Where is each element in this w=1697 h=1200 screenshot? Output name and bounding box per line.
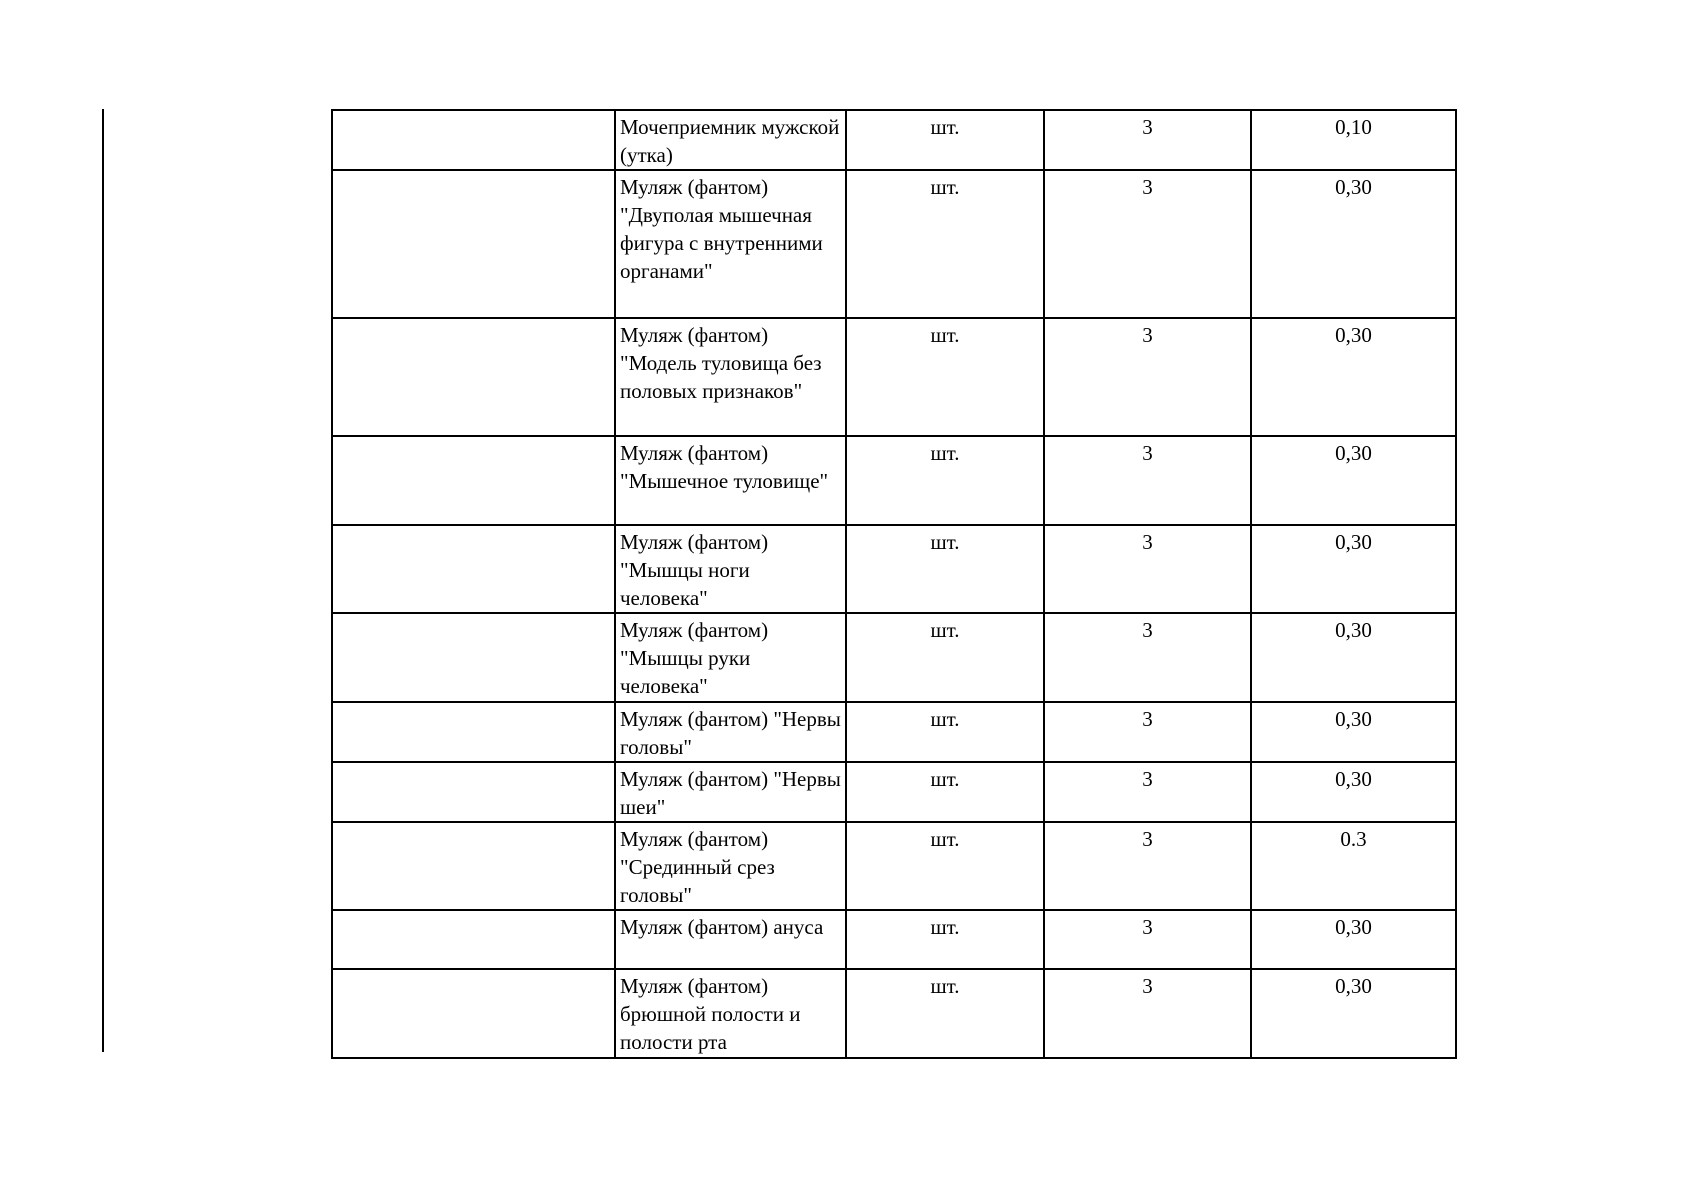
quantity-cell: 3	[1044, 822, 1251, 910]
row-number-cell	[332, 170, 615, 318]
row-number-cell	[332, 110, 615, 170]
table-row	[332, 702, 1456, 762]
equipment-table	[331, 109, 1457, 1059]
unit-cell: шт.	[846, 613, 1044, 702]
row-number-cell	[332, 822, 615, 910]
unit-cell: шт.	[846, 822, 1044, 910]
quantity-cell: 3	[1044, 436, 1251, 525]
norm-cell: 0,30	[1251, 436, 1456, 525]
norm-cell: 0,30	[1251, 969, 1456, 1058]
norm-cell: 0,30	[1251, 702, 1456, 762]
norm-cell: 0,30	[1251, 762, 1456, 822]
row-number-cell	[332, 525, 615, 613]
unit-cell: шт.	[846, 910, 1044, 969]
unit-cell: шт.	[846, 762, 1044, 822]
row-number-cell	[332, 969, 615, 1058]
item-name-cell: Муляж (фантом) "Модель туловища без половых признаков"	[615, 318, 846, 436]
quantity-cell: 3	[1044, 969, 1251, 1058]
unit-cell: шт.	[846, 110, 1044, 170]
item-name-cell: Муляж (фантом) "Мышцы ноги человека"	[615, 525, 846, 613]
norm-cell: 0,10	[1251, 110, 1456, 170]
table-row	[332, 822, 1456, 910]
quantity-cell: 3	[1044, 702, 1251, 762]
unit-cell: шт.	[846, 318, 1044, 436]
unit-cell: шт.	[846, 969, 1044, 1058]
table-row	[332, 170, 1456, 318]
quantity-cell: 3	[1044, 525, 1251, 613]
item-name-cell: Муляж (фантом) "Срединный срез головы"	[615, 822, 846, 910]
item-name-cell: Муляж (фантом) брюшной полости и полости рта	[615, 969, 846, 1058]
row-number-cell	[332, 318, 615, 436]
item-name-cell: Муляж (фантом) ануса	[615, 910, 846, 969]
left-margin-rule	[102, 109, 104, 1052]
norm-cell: 0,30	[1251, 613, 1456, 702]
norm-cell: 0,30	[1251, 910, 1456, 969]
norm-cell: 0,30	[1251, 318, 1456, 436]
quantity-cell: 3	[1044, 318, 1251, 436]
norm-cell: 0,30	[1251, 525, 1456, 613]
table-row	[332, 525, 1456, 613]
table-row	[332, 910, 1456, 969]
row-number-cell	[332, 762, 615, 822]
quantity-cell: 3	[1044, 613, 1251, 702]
item-name-cell: Муляж (фантом) "Нервы головы"	[615, 702, 846, 762]
row-number-cell	[332, 910, 615, 969]
quantity-cell: 3	[1044, 170, 1251, 318]
table-row	[332, 318, 1456, 436]
table-row	[332, 110, 1456, 170]
table-row	[332, 436, 1456, 525]
item-name-cell: Муляж (фантом) "Мышцы руки человека"	[615, 613, 846, 702]
row-number-cell	[332, 436, 615, 525]
row-number-cell	[332, 702, 615, 762]
table-row	[332, 969, 1456, 1058]
item-name-cell: Муляж (фантом) "Нервы шеи"	[615, 762, 846, 822]
row-number-cell	[332, 613, 615, 702]
item-name-cell: Муляж (фантом) "Мышечное туловище"	[615, 436, 846, 525]
unit-cell: шт.	[846, 170, 1044, 318]
quantity-cell: 3	[1044, 762, 1251, 822]
norm-cell: 0.3	[1251, 822, 1456, 910]
unit-cell: шт.	[846, 436, 1044, 525]
table-row	[332, 762, 1456, 822]
table-row	[332, 613, 1456, 702]
item-name-cell: Мочеприемник мужской (утка)	[615, 110, 846, 170]
quantity-cell: 3	[1044, 910, 1251, 969]
norm-cell: 0,30	[1251, 170, 1456, 318]
item-name-cell: Муляж (фантом) "Двуполая мышечная фигура с внутренними органами"	[615, 170, 846, 318]
quantity-cell: 3	[1044, 110, 1251, 170]
unit-cell: шт.	[846, 702, 1044, 762]
unit-cell: шт.	[846, 525, 1044, 613]
